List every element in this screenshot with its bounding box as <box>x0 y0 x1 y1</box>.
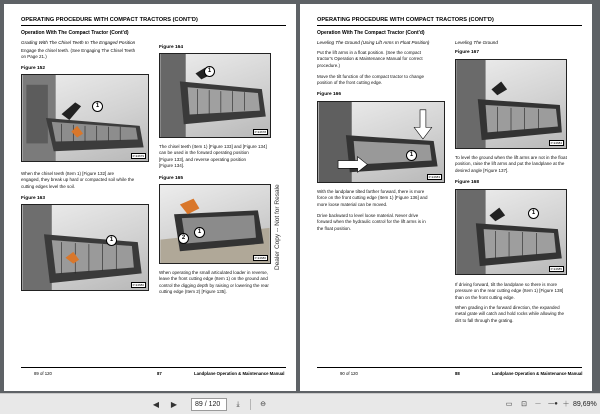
scroll-mode-icon[interactable]: ⤓ <box>236 401 240 408</box>
footer-rule <box>317 367 582 368</box>
figure-163-label: Figure 163 <box>21 196 45 201</box>
landplane-photo-illustration <box>456 190 566 274</box>
landplane-photo-illustration <box>456 60 566 148</box>
figure-code: P-94680 <box>254 256 266 260</box>
figure-167-image <box>455 59 567 149</box>
page-number-input[interactable]: 89 / 120 <box>191 398 227 411</box>
figure-166-image <box>317 101 445 183</box>
callout-1: 1 <box>406 150 417 161</box>
paragraph-4: When operating the small articulated loader in reverse, leave the front cutting edge (Item 1) on the ground and control the digging depth by raising or lowering the rear cutting edge (Item 2) [Figure 135]. <box>159 270 269 294</box>
callout-1: 1 <box>106 235 117 246</box>
fit-page-icon[interactable]: ▭ <box>505 401 513 408</box>
paragraph-7: When grading in the forward direction, the expanded metal grate will catch and hold rocks while allowing the dirt to fall through the grating. <box>455 305 565 323</box>
figure-168-image <box>455 189 567 275</box>
zoom-level[interactable]: 89,69% <box>573 401 597 408</box>
figure-code: P-94684 <box>550 141 562 145</box>
paragraph-1: Put the lift arms in a float position. (See the compact tractor's Operation & Maintenance Manual for correct procedure.) <box>317 50 423 68</box>
header-rule <box>317 25 582 26</box>
page-header: OPERATING PROCEDURE WITH COMPACT TRACTORS (CONT'D) <box>21 17 198 23</box>
zoom-out-button[interactable]: － <box>534 401 542 408</box>
section-subheader: Operation With The Compact Tractor (Cont'd) <box>21 30 129 36</box>
figure-163-image <box>21 204 149 291</box>
section-subheader: Operation With The Compact Tractor (Cont'd) <box>317 30 425 36</box>
footer-manual-title: Landplane Operation & Maintenance Manual <box>194 371 285 376</box>
figure-167-label: Figure 167 <box>455 50 479 55</box>
figure-code: P-94679 <box>132 154 144 158</box>
figure-152-image <box>21 74 149 162</box>
figure-165-image <box>159 184 271 264</box>
footer-page-count: 90 of 120 <box>340 371 358 376</box>
zoom-slider[interactable]: —● <box>548 401 558 407</box>
pdf-page-left <box>4 4 296 391</box>
figure-165-label: Figure 165 <box>159 176 183 181</box>
zoom-out-icon[interactable]: ⊖ <box>260 401 266 408</box>
toolbar-separator <box>250 399 251 410</box>
footer-rule <box>21 367 286 368</box>
figure-code: P-94678 <box>254 130 266 134</box>
landplane-photo-illustration <box>22 75 148 161</box>
landplane-photo-illustration <box>160 185 270 263</box>
page-header: OPERATING PROCEDURE WITH COMPACT TRACTORS (CONT'D) <box>317 17 494 23</box>
header-rule <box>21 25 286 26</box>
footer-manual-title: Landplane Operation & Maintenance Manual <box>492 371 583 376</box>
figure-code: P-94685 <box>550 267 562 271</box>
figure-code: P-94680 <box>132 283 144 287</box>
viewer-toolbar <box>0 393 600 414</box>
fit-width-icon[interactable]: ⊡ <box>521 401 527 408</box>
paragraph-4: Drive backward to level loose material. Never drive forward when the hydraulic control for the lift arms is in the float position. <box>317 213 426 231</box>
next-page-icon[interactable]: ▶ <box>170 400 178 409</box>
footer-page-number: 87 <box>157 371 162 376</box>
figure-166-label: Figure 166 <box>317 92 341 97</box>
section-italic-title: Grading With The Chisel Teeth In The Engaged Position <box>21 40 136 45</box>
callout-1: 1 <box>92 101 103 112</box>
callout-1: 1 <box>194 227 205 238</box>
figure-code: P-94683 <box>428 175 440 179</box>
callout-1: 1 <box>204 66 215 77</box>
landplane-photo-illustration <box>22 205 148 290</box>
footer-page-number: 88 <box>455 371 460 376</box>
paragraph-3: With the landplane tilted farther forward, there is more force on the front cutting edge (Item 1) [Figure 136] and more loose material can be moved. <box>317 189 428 207</box>
section-italic-title: Leveling The Ground <box>455 40 498 45</box>
watermark: Dealer Copy -- Not for Resale <box>274 184 281 270</box>
callout-1: 1 <box>528 208 539 219</box>
section-italic-title: Leveling The Ground (Using Lift Arms In Float Position) <box>317 40 430 45</box>
callout-2: 2 <box>178 233 189 244</box>
figure-152-label: Figure 152 <box>21 66 45 71</box>
landplane-photo-illustration <box>160 54 270 137</box>
figure-168-label: Figure 168 <box>455 180 479 185</box>
pdf-page-right <box>300 4 592 391</box>
zoom-in-button[interactable]: ＋ <box>562 401 570 408</box>
paragraph-2: When the chisel teeth (Item 1) [Figure 132] are engaged, they break up hard or compacted soil while the cutting edges level the soil. <box>21 171 135 189</box>
paragraph-5: To level the ground when the lift arms are not in the float position, raise the lift arms and put the landplane at the desired angle [Figure 137]. <box>455 155 567 173</box>
paragraph-3: The chisel teeth (Item 1) [Figure 133] and [Figure 134] can be used in the forward operating position [Figure 133], and reverse operating position [Figure 134]. <box>159 144 267 168</box>
figure-164-label: Figure 164 <box>159 45 183 50</box>
paragraph-2: Move the tilt function of the compact tractor to change position of the front cutting edge. <box>317 74 425 86</box>
footer-page-count: 89 of 120 <box>34 371 52 376</box>
paragraph-1: Engage the chisel teeth. (See Engaging The Chisel Teeth on Page 21.) <box>21 48 136 60</box>
landplane-photo-illustration <box>318 102 444 182</box>
paragraph-6: If driving forward, tilt the landplane so there is more pressure on the rear cutting edge (Item 1) [Figure 138] than on the front cutting edge. <box>455 282 564 300</box>
figure-164-image <box>159 53 271 138</box>
previous-page-icon[interactable]: ◀ <box>152 400 160 409</box>
